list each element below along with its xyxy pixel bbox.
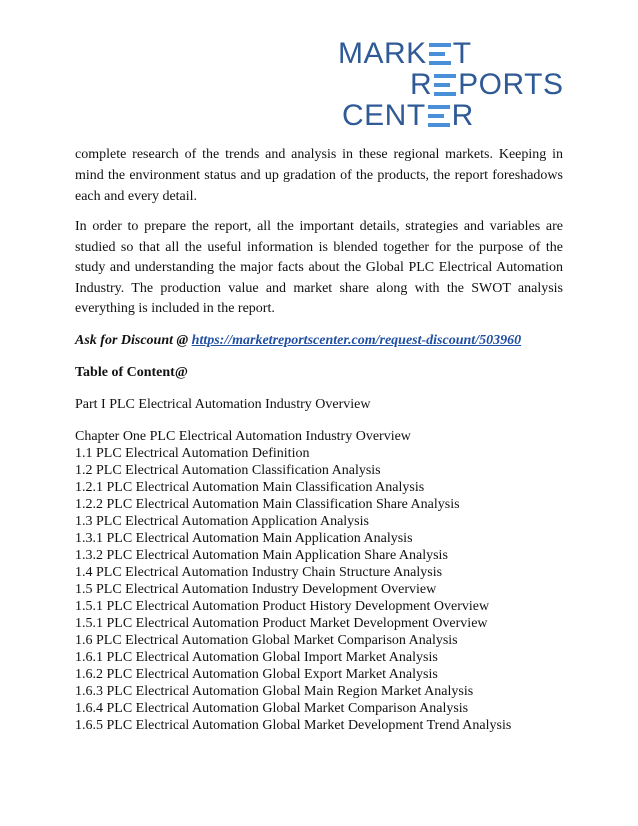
toc-item: 1.6.2 PLC Electrical Automation Global Export Market Analysis (75, 666, 438, 682)
document-body (75, 144, 563, 734)
toc-heading: Table of Content@ (75, 364, 188, 380)
toc-item: Chapter One PLC Electrical Automation Industry Overview (75, 428, 411, 444)
logo-e-bars-icon (429, 43, 451, 65)
logo-text: R (410, 68, 433, 101)
logo-text: T (452, 37, 472, 70)
market-reports-center-logo (334, 37, 564, 138)
toc-item: 1.5.1 PLC Electrical Automation Product History Development Overview (75, 598, 490, 614)
toc-item: 1.3.1 PLC Electrical Automation Main Application Analysis (75, 530, 413, 546)
logo-text: CENT (342, 99, 426, 132)
logo-text: R (451, 99, 474, 132)
toc-item: 1.6.4 PLC Electrical Automation Global Market Comparison Analysis (75, 700, 469, 716)
report-preparation-paragraph: In order to prepare the report, all the important details, strategies and variables are studied so that all the useful information is blended together for the purpose of the study and understanding the major facts about the Global PLC Electrical Automation Industry. The production value and market share along with the SWOT analysis everything is included in the report. (75, 219, 563, 317)
toc-item: 1.6 PLC Electrical Automation Global Market Comparison Analysis (75, 632, 458, 648)
toc-item: 1.1 PLC Electrical Automation Definition (75, 445, 310, 461)
toc-item: 1.6.5 PLC Electrical Automation Global Market Development Trend Analysis (75, 717, 512, 733)
toc-item: 1.6.1 PLC Electrical Automation Global Import Market Analysis (75, 649, 438, 665)
logo-text: MARK (338, 37, 427, 70)
logo-row-reports (410, 69, 563, 100)
discount-line (75, 330, 563, 352)
toc-list (75, 428, 563, 734)
logo-row-market (338, 38, 472, 69)
toc-item: 1.2.1 PLC Electrical Automation Main Classification Analysis (75, 479, 425, 495)
toc-item: 1.2.2 PLC Electrical Automation Main Classification Share Analysis (75, 496, 460, 512)
logo-e-bars-icon (434, 74, 456, 96)
toc-item: 1.6.3 PLC Electrical Automation Global Main Region Market Analysis (75, 683, 474, 699)
part-heading: Part I PLC Electrical Automation Industry Overview (75, 396, 371, 412)
toc-item: 1.3 PLC Electrical Automation Application Analysis (75, 513, 369, 529)
toc-item: 1.5 PLC Electrical Automation Industry Development Overview (75, 581, 437, 597)
discount-label: Ask for Discount @ (75, 332, 192, 348)
toc-item: 1.4 PLC Electrical Automation Industry Chain Structure Analysis (75, 564, 443, 580)
logo-text: PORTS (458, 68, 564, 101)
intro-paragraph: complete research of the trends and analysis in these regional markets. Keeping in mind the environment status and up gradation of the products, the report foreshadows each and every detail. (75, 147, 563, 204)
logo-row-center (342, 100, 474, 131)
toc-item: 1.2 PLC Electrical Automation Classification Analysis (75, 462, 381, 478)
toc-item: 1.5.1 PLC Electrical Automation Product Market Development Overview (75, 615, 488, 631)
toc-item: 1.3.2 PLC Electrical Automation Main Application Share Analysis (75, 547, 448, 563)
logo-e-bars-icon (428, 105, 450, 127)
discount-link[interactable]: https://marketreportscenter.com/request-discount/503960 (191, 332, 522, 348)
